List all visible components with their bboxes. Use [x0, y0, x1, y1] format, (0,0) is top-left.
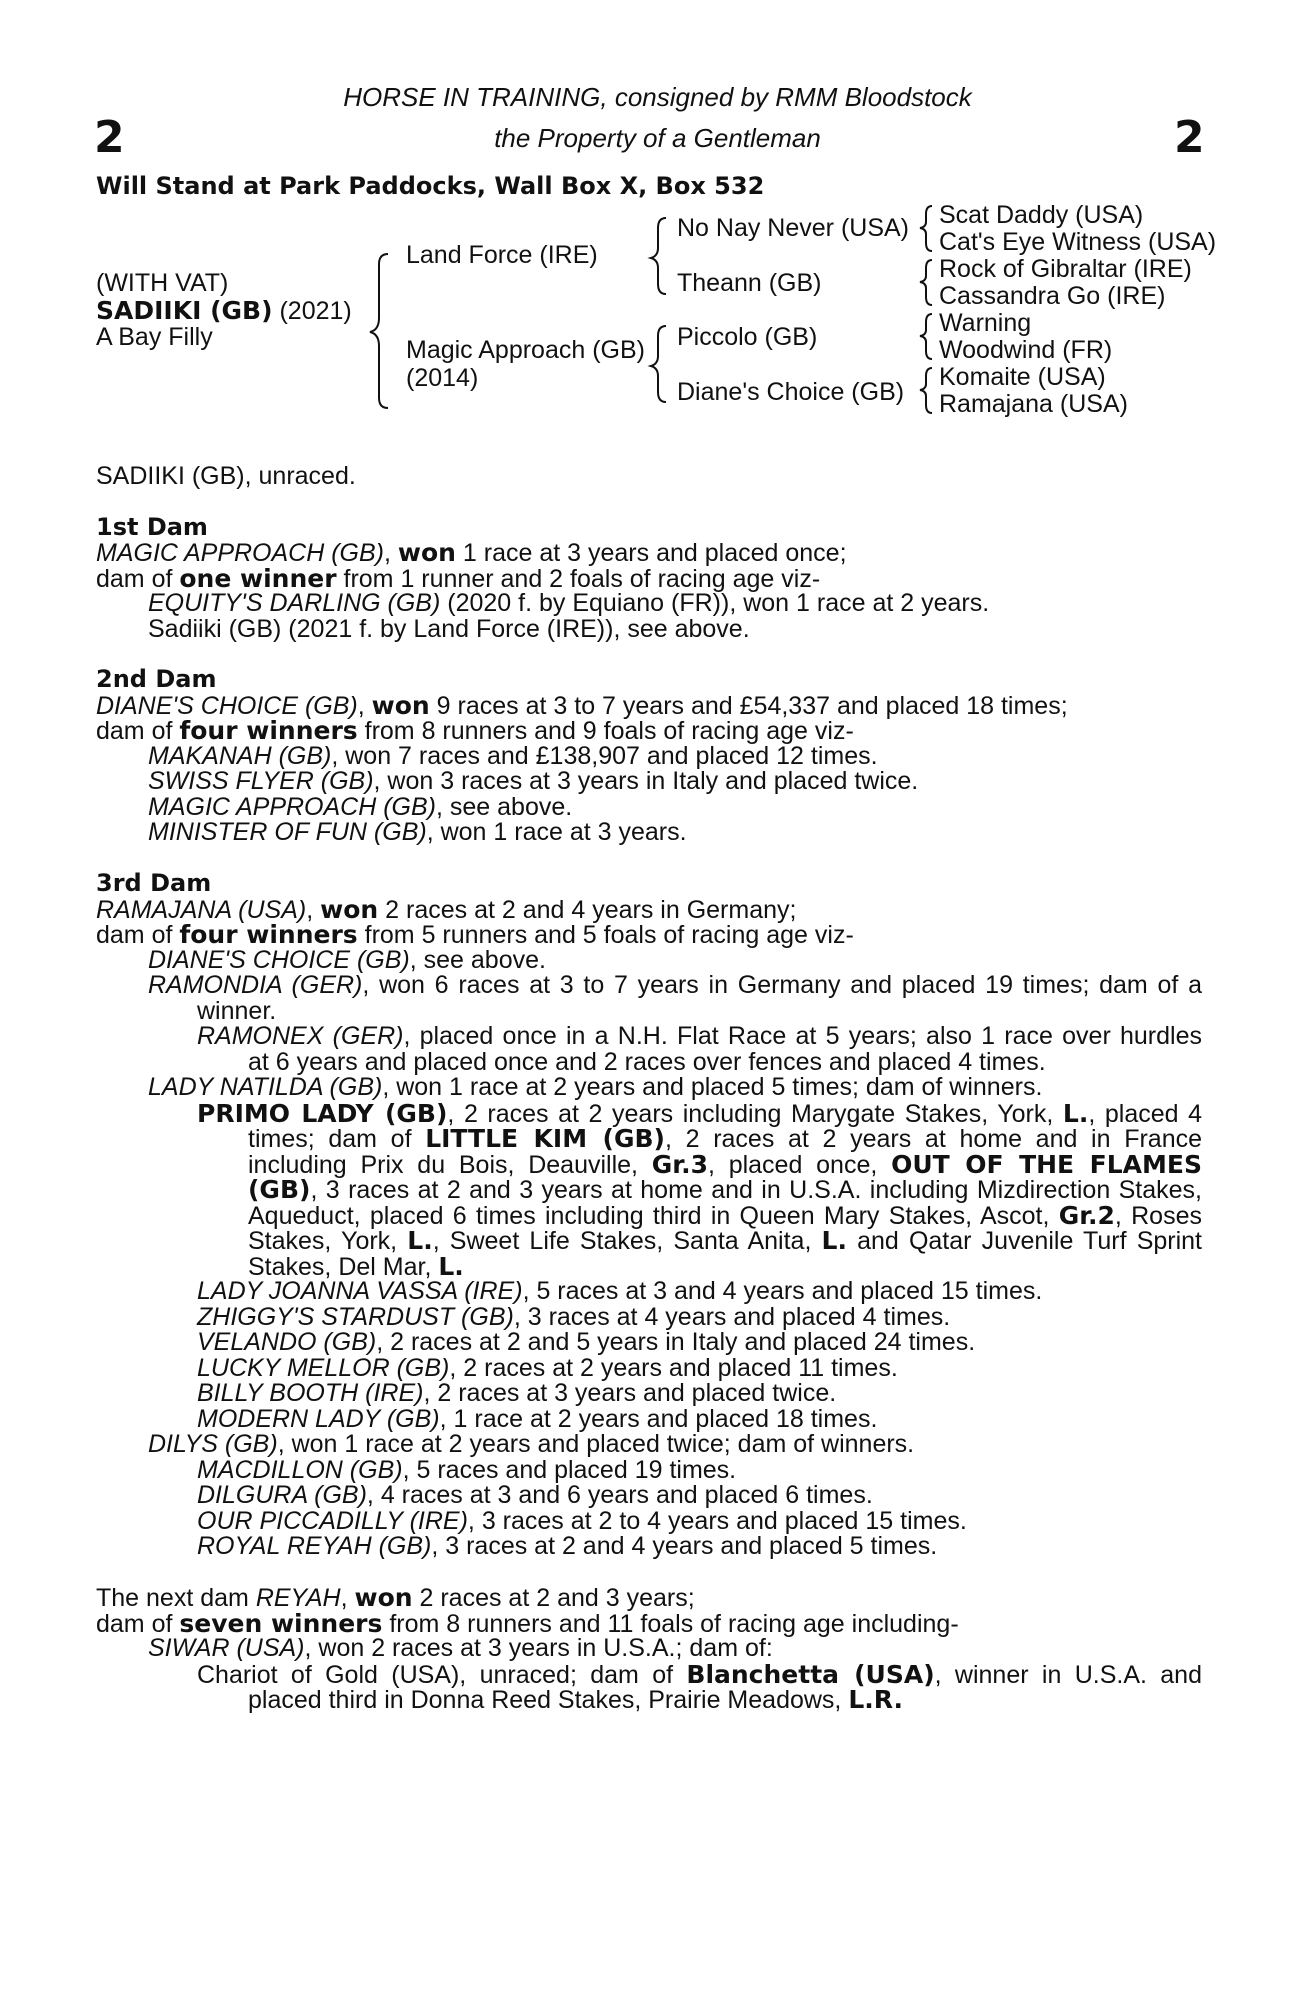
header-consignor: HORSE IN TRAINING, consigned by RMM Bloodstock — [343, 82, 972, 112]
dam1-record: MAGIC APPROACH (GB), won 1 race at 3 years and placed once; — [96, 538, 847, 567]
progeny-record: , won 3 races at 3 years in Italy and placed twice. — [373, 767, 919, 795]
progeny-record: , 2 races at 2 years and placed 11 times. — [449, 1354, 898, 1382]
dam3-progeny-g — [197, 1330, 975, 1355]
intro: SADIIKI (GB), unraced. — [96, 462, 356, 490]
dam3-progeny-d — [148, 1075, 1042, 1100]
next-dam-won: won — [354, 1583, 413, 1612]
progeny-name: SIWAR (USA) — [148, 1634, 305, 1662]
dam3-won: won — [320, 895, 379, 924]
primo-lady-line-2 — [248, 1126, 1202, 1152]
dam3-progeny-a — [148, 948, 546, 973]
progeny-name: OUT OF THE FLAMES — [891, 1152, 1202, 1178]
progeny-record: , see above. — [409, 946, 546, 974]
next-dam-winners: seven winners — [179, 1609, 383, 1638]
dam1-won: won — [397, 538, 456, 567]
progeny-name: PRIMO LADY (GB) — [197, 1101, 448, 1127]
progeny-record: , 3 races at 4 years and placed 4 times. — [513, 1303, 951, 1331]
progeny-name: DILGURA (GB) — [197, 1481, 367, 1509]
dam2-winners: four winners — [179, 716, 358, 745]
progeny-name: DILYS (GB) — [148, 1430, 278, 1458]
dam3-rest: from 5 runners and 5 foals of racing age viz- — [357, 921, 854, 949]
text: , placed once, — [707, 1152, 892, 1178]
dam3-progeny-c-cont: at 6 years and placed once and 2 races over fences and placed 4 times. — [248, 1048, 1046, 1076]
text: from 8 runners and 11 foals of racing age including- — [382, 1610, 959, 1638]
progeny-record: , 5 races at 3 and 4 years and placed 15 times. — [522, 1277, 1043, 1305]
text: times; dam of — [248, 1126, 426, 1152]
dam: Magic Approach (GB) — [406, 336, 645, 364]
grade-listed-restricted: L.R. — [848, 1685, 903, 1714]
progeny-name: SWISS FLYER (GB) — [148, 767, 374, 795]
lot-number-right: 2 — [1174, 112, 1205, 163]
primo-lady-line-6 — [248, 1228, 1202, 1254]
chariot-line-2 — [248, 1687, 903, 1713]
progeny-name: OUR PICCADILLY (IRE) — [197, 1507, 468, 1535]
primo-lady-line-5 — [248, 1203, 1202, 1229]
progeny-record: (2020 f. by Equiano (FR)), won 1 race at 2 years. — [440, 589, 990, 617]
dam1-progeny-1 — [148, 591, 989, 616]
progeny-record: , won 6 races at 3 to 7 years in Germany and placed 19 times; dam of a — [362, 973, 1202, 999]
progeny-record: , won 1 race at 2 years and placed 5 times; dam of winners. — [382, 1073, 1043, 1101]
dam3-progeny-k — [148, 1432, 914, 1457]
progeny-name: MAGIC APPROACH (GB) — [148, 793, 436, 821]
text: placed third in Donna Reed Stakes, Prairie Meadows, — [248, 1686, 849, 1714]
dam-sire-sire: Warning — [939, 309, 1032, 337]
dam2-progeny-1 — [148, 744, 878, 769]
text: , Sweet Life Stakes, Santa Anita, — [432, 1228, 822, 1254]
progeny-record: , placed once in a N.H. Flat Race at 5 years; also 1 race over hurdles — [403, 1024, 1202, 1050]
progeny-record: , 2 races at 3 years and placed twice. — [423, 1379, 837, 1407]
dam-dam-sire: Komaite (USA) — [939, 363, 1106, 391]
progeny-record: , 4 races at 3 and 6 years and placed 6 times. — [366, 1481, 873, 1509]
progeny-name: MODERN LADY (GB) — [197, 1405, 440, 1433]
dam-sire-dam: Woodwind (FR) — [939, 336, 1113, 364]
dam-dam: Diane's Choice (GB) — [677, 378, 905, 406]
sire-dam-sire: Rock of Gibraltar (IRE) — [939, 255, 1192, 283]
dam3-rec: 2 races at 2 and 4 years in Germany; — [378, 896, 797, 924]
next-dam-record — [96, 1585, 695, 1611]
progeny-record: , won 2 races at 3 years in U.S.A.; dam of: — [304, 1634, 773, 1662]
sire-sire: No Nay Never (USA) — [677, 214, 909, 242]
sire-dam-dam: Cassandra Go (IRE) — [939, 282, 1166, 310]
dam2-progeny-4 — [148, 820, 687, 845]
dam3-damof: dam of — [96, 921, 180, 949]
dam3-winners: four winners — [179, 920, 358, 949]
progeny-record: , 5 races and placed 19 times. — [402, 1456, 737, 1484]
dam2-heading: 2nd Dam — [96, 665, 217, 693]
next-dam-progeny-1 — [148, 1636, 773, 1661]
lot-number-left: 2 — [94, 112, 125, 163]
progeny-name: MINISTER OF FUN (GB) — [148, 818, 427, 846]
progeny-name: LUCKY MELLOR (GB) — [197, 1354, 450, 1382]
grade-listed: L. — [821, 1228, 847, 1254]
grade-3: Gr.3 — [651, 1152, 708, 1178]
horse-year: (2021) — [279, 297, 352, 325]
dam-dam-dam: Ramajana (USA) — [939, 390, 1128, 418]
dam2-name: DIANE'S CHOICE (GB) — [96, 692, 358, 720]
text: including Prix du Bois, Deauville, — [248, 1152, 652, 1178]
dam1-rec: 1 race at 3 years and placed once; — [455, 539, 847, 567]
progeny-name: LADY JOANNA VASSA (IRE) — [197, 1277, 523, 1305]
header-property: the Property of a Gentleman — [494, 123, 821, 153]
primo-lady-line-1 — [197, 1101, 1202, 1127]
progeny-record: , 3 races at 2 and 4 years and placed 5 times. — [431, 1532, 938, 1560]
dam1-progeny-2: Sadiiki (GB) (2021 f. by Land Force (IRE)), see above. — [148, 615, 750, 643]
dam1-rest: from 1 runner and 2 foals of racing age viz- — [336, 565, 821, 593]
progeny-name: BILLY BOOTH (IRE) — [197, 1379, 424, 1407]
text: Aqueduct, placed 6 times including third in Queen Mary Stakes, Ascot, — [248, 1203, 1059, 1229]
text: Chariot of Gold (USA), unraced; dam of — [197, 1662, 687, 1688]
dam2-damof: dam of — [96, 717, 180, 745]
dam3-progeny-n — [197, 1509, 967, 1534]
text: dam of — [96, 1610, 180, 1638]
progeny-record: , won 1 race at 3 years. — [426, 818, 687, 846]
dam2-rest: from 8 runners and 9 foals of racing age viz- — [357, 717, 854, 745]
progeny-record: , won 7 races and £138,907 and placed 12 times. — [331, 742, 878, 770]
progeny-record: , 3 races at 2 to 4 years and placed 15 times. — [467, 1507, 967, 1535]
progeny-name: Blanchetta (USA) — [686, 1662, 935, 1688]
progeny-name: EQUITY'S DARLING (GB) — [148, 589, 441, 617]
grade-2: Gr.2 — [1058, 1203, 1115, 1229]
dam3-progeny-j — [197, 1407, 877, 1432]
dam1-winners: one winner — [179, 564, 337, 593]
text: , 2 races at 2 years at home and in France — [664, 1126, 1202, 1152]
progeny-name: VELANDO (GB) — [197, 1328, 377, 1356]
dam2-record: DIANE'S CHOICE (GB), won 9 races at 3 to 7 years and £54,337 and placed 18 times; — [96, 691, 1068, 720]
horse-name-line — [96, 298, 352, 324]
sire-sire-dam: Cat's Eye Witness (USA) — [939, 228, 1217, 256]
primo-lady-line-4 — [248, 1177, 1202, 1203]
dam1-heading: 1st Dam — [96, 513, 208, 541]
dam3-progeny-i — [197, 1381, 836, 1406]
dam2-produce — [96, 718, 854, 744]
text: Stakes, York, — [248, 1228, 408, 1254]
text: , 2 races at 2 years including Marygate Stakes, York, — [447, 1101, 1063, 1127]
progeny-name: (GB) — [248, 1177, 311, 1203]
progeny-record: , 1 race at 2 years and placed 18 times. — [439, 1405, 878, 1433]
dam3-name: RAMAJANA (USA) — [96, 896, 307, 924]
dam2-progeny-2 — [148, 769, 918, 794]
dam3-progeny-h — [197, 1356, 898, 1381]
dam-year: (2014) — [406, 364, 479, 392]
dam3-progeny-e — [197, 1279, 1042, 1304]
dam1-name: MAGIC APPROACH (GB) — [96, 539, 384, 567]
progeny-name: ROYAL REYAH (GB) — [197, 1532, 432, 1560]
vat-note: (WITH VAT) — [96, 269, 229, 297]
sire-dam: Theann (GB) — [677, 269, 822, 297]
dam1-damof: dam of — [96, 565, 180, 593]
dam3-progeny-b-cont: winner. — [197, 997, 277, 1025]
text: The next dam — [96, 1584, 256, 1612]
dam3-progeny-l — [197, 1458, 736, 1483]
text: , — [340, 1584, 355, 1612]
horse-description: A Bay Filly — [96, 323, 213, 351]
progeny-name: LADY NATILDA (GB) — [148, 1073, 383, 1101]
stand-location: Will Stand at Park Paddocks, Wall Box X, Box 532 — [96, 172, 765, 200]
dam3-progeny-o — [197, 1534, 937, 1559]
text: , Roses — [1114, 1203, 1202, 1229]
text: , winner in U.S.A. and — [934, 1662, 1202, 1688]
grade-listed: L. — [438, 1252, 464, 1281]
progeny-name: MAKANAH (GB) — [148, 742, 332, 770]
chariot-line-1 — [197, 1662, 1202, 1688]
dam3-progeny-f — [197, 1305, 950, 1330]
dam3-record: RAMAJANA (USA), won 2 races at 2 and 4 years in Germany; — [96, 895, 797, 924]
dam3-progeny-b — [148, 973, 1202, 999]
text: 2 races at 2 and 3 years; — [412, 1584, 695, 1612]
progeny-name: DIANE'S CHOICE (GB) — [148, 946, 410, 974]
dam2-progeny-3 — [148, 795, 572, 820]
grade-listed: L. — [1062, 1101, 1089, 1127]
dam3-progeny-c — [197, 1024, 1202, 1050]
dam3-produce — [96, 922, 854, 948]
primo-lady-line-3 — [248, 1152, 1202, 1178]
dam2-rec: 9 races at 3 to 7 years and £54,337 and placed 18 times; — [429, 692, 1068, 720]
sire: Land Force (IRE) — [406, 241, 598, 269]
progeny-name: RAMONDIA (GER) — [148, 973, 363, 999]
text: Stakes, Del Mar, — [248, 1253, 439, 1281]
progeny-record: , won 1 race at 2 years and placed twice; dam of winners. — [277, 1430, 915, 1458]
progeny-name: ZHIGGY'S STARDUST (GB) — [197, 1303, 514, 1331]
dam3-heading: 3rd Dam — [96, 869, 212, 897]
progeny-record: , 2 races at 2 and 5 years in Italy and placed 24 times. — [376, 1328, 976, 1356]
horse-name: SADIIKI (GB) — [96, 296, 273, 325]
dam2-won: won — [371, 691, 430, 720]
text: and Qatar Juvenile Turf Sprint — [846, 1228, 1202, 1254]
dam3-progeny-m — [197, 1483, 873, 1508]
progeny-name: MACDILLON (GB) — [197, 1456, 403, 1484]
text: , 3 races at 2 and 3 years at home and in U.S.A. including Mizdirection Stakes, — [310, 1177, 1202, 1203]
text: , placed 4 — [1088, 1101, 1202, 1127]
dam-sire: Piccolo (GB) — [677, 323, 818, 351]
next-dam-name: REYAH — [255, 1584, 341, 1612]
progeny-name: LITTLE KIM (GB) — [425, 1126, 665, 1152]
grade-listed: L. — [407, 1228, 433, 1254]
progeny-record: , see above. — [436, 793, 573, 821]
sire-sire-sire: Scat Daddy (USA) — [939, 201, 1144, 229]
progeny-name: RAMONEX (GER) — [197, 1024, 404, 1050]
